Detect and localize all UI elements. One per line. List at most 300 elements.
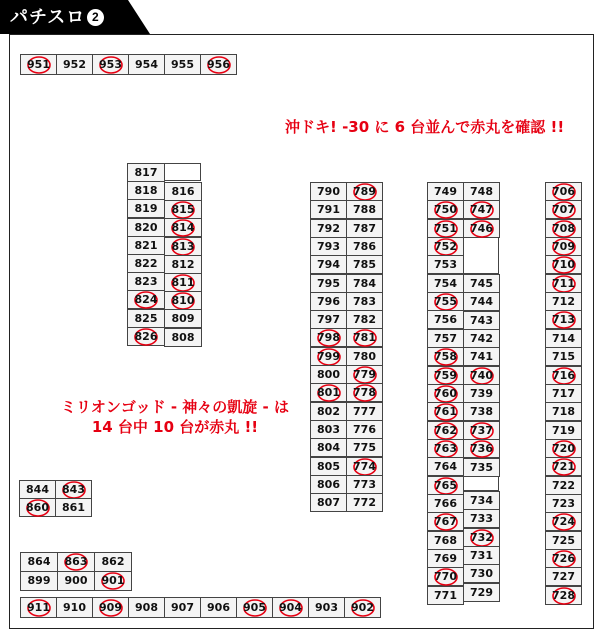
machine-771 xyxy=(427,586,464,605)
machine-number: 774 xyxy=(353,460,376,473)
machine-number: 810 xyxy=(171,294,195,307)
machine-803 xyxy=(310,420,347,439)
machine-775 xyxy=(346,438,383,457)
machine-766 xyxy=(427,494,464,513)
machine-number: 798 xyxy=(317,331,340,344)
machine-number: 764 xyxy=(434,460,457,473)
machine-number: 772 xyxy=(353,496,376,509)
machine-number: 770 xyxy=(434,570,457,583)
machine-737 xyxy=(463,421,500,440)
machine-number: 824 xyxy=(134,293,158,306)
machine-910 xyxy=(56,597,93,618)
machine-number: 775 xyxy=(353,441,376,454)
machine-745 xyxy=(463,274,500,293)
machine-820 xyxy=(127,218,165,237)
machine-number: 769 xyxy=(434,552,457,565)
machine-805 xyxy=(310,457,347,476)
machine-number: 718 xyxy=(552,405,575,418)
machine-number: 768 xyxy=(434,534,457,547)
machine-706 xyxy=(545,182,582,201)
machine-number: 758 xyxy=(434,350,457,363)
machine-765 xyxy=(427,476,464,495)
machine-number: 825 xyxy=(134,312,158,325)
machine-792 xyxy=(310,219,347,238)
machine-number: 799 xyxy=(317,350,340,363)
machine-758 xyxy=(427,347,464,366)
machine-number: 713 xyxy=(552,313,575,326)
machine-number: 801 xyxy=(317,386,340,399)
machine-number: 753 xyxy=(434,258,457,271)
machine-796 xyxy=(310,292,347,311)
machine-number: 790 xyxy=(317,185,340,198)
machine-number: 740 xyxy=(470,369,493,382)
machine-806 xyxy=(310,475,347,494)
machine-number: 708 xyxy=(552,222,575,235)
machine-number: 952 xyxy=(63,58,86,71)
machine-755 xyxy=(427,292,464,311)
machine-number: 757 xyxy=(434,332,457,345)
machine-number: 716 xyxy=(552,369,575,382)
machine-number: 902 xyxy=(351,601,374,614)
machine-number: 779 xyxy=(353,368,376,381)
machine-number: 741 xyxy=(470,350,493,363)
header-number-badge: 2 xyxy=(87,9,104,26)
machine-843 xyxy=(55,480,92,499)
machine-730 xyxy=(463,564,500,583)
machine-782 xyxy=(346,310,383,329)
header-title xyxy=(10,6,104,28)
machine-811 xyxy=(164,273,202,292)
machine-735 xyxy=(463,458,500,477)
machine-899 xyxy=(20,571,58,591)
machine-773 xyxy=(346,475,383,494)
machine-741 xyxy=(463,347,500,366)
machine-number: 722 xyxy=(552,479,575,492)
machine-713 xyxy=(545,310,582,329)
machine-number: 791 xyxy=(317,203,340,216)
machine-908 xyxy=(128,597,165,618)
machine-number: 777 xyxy=(353,405,376,418)
machine-794 xyxy=(310,255,347,274)
machine-number: 738 xyxy=(470,405,493,418)
machine-900 xyxy=(57,571,95,591)
machine-815 xyxy=(164,200,202,219)
machine-756 xyxy=(427,310,464,329)
machine-number: 715 xyxy=(552,350,575,363)
machine-number: 788 xyxy=(353,203,376,216)
machine-number: 844 xyxy=(26,483,49,496)
machine-number: 786 xyxy=(353,240,376,253)
machine-number: 773 xyxy=(353,478,376,491)
machine-708 xyxy=(545,219,582,238)
machine-799 xyxy=(310,347,347,366)
machine-number: 909 xyxy=(99,601,122,614)
machine-number: 746 xyxy=(470,222,493,235)
machine-786 xyxy=(346,237,383,256)
machine-728 xyxy=(545,586,582,605)
machine-number: 817 xyxy=(134,166,158,179)
machine-number: 783 xyxy=(353,295,376,308)
machine-number: 763 xyxy=(434,442,457,455)
machine-824 xyxy=(127,290,165,309)
machine-number: 755 xyxy=(434,295,457,308)
machine-number: 745 xyxy=(470,277,493,290)
machine-number: 730 xyxy=(470,567,493,580)
machine-955 xyxy=(164,54,201,75)
machine-number: 794 xyxy=(317,258,340,271)
machine-747 xyxy=(463,200,500,219)
machine-number: 785 xyxy=(353,258,376,271)
machine-785 xyxy=(346,255,383,274)
machine-752 xyxy=(427,237,464,256)
machine-number: 813 xyxy=(171,240,195,253)
machine-720 xyxy=(545,439,582,458)
machine-760 xyxy=(427,384,464,403)
machine-729 xyxy=(463,583,500,602)
machine-795 xyxy=(310,274,347,293)
machine-number: 819 xyxy=(134,202,158,215)
machine-number: 796 xyxy=(317,295,340,308)
machine-number: 765 xyxy=(434,479,457,492)
machine-783 xyxy=(346,292,383,311)
machine-860 xyxy=(19,498,56,517)
machine-749 xyxy=(427,182,464,201)
machine-812 xyxy=(164,255,202,274)
machine-number: 823 xyxy=(134,275,158,288)
machine-number: 814 xyxy=(171,221,195,234)
machine-number: 861 xyxy=(62,501,85,514)
machine-number: 808 xyxy=(171,331,195,344)
machine-808 xyxy=(164,328,202,347)
machine-number: 804 xyxy=(317,441,340,454)
machine-number: 733 xyxy=(470,512,493,525)
machine-721 xyxy=(545,457,582,476)
machine-number: 781 xyxy=(353,331,376,344)
machine-number: 766 xyxy=(434,497,457,510)
machine-863 xyxy=(57,552,95,572)
machine-748 xyxy=(463,182,500,201)
machine-862 xyxy=(94,552,132,572)
machine-807 xyxy=(310,493,347,512)
machine-number: 737 xyxy=(470,424,493,437)
machine-823 xyxy=(127,272,165,291)
machine-787 xyxy=(346,219,383,238)
machine-number: 748 xyxy=(470,185,493,198)
machine-number: 901 xyxy=(101,574,125,587)
machine-number: 751 xyxy=(434,222,457,235)
machine-number: 754 xyxy=(434,277,457,290)
machine-788 xyxy=(346,200,383,219)
machine-791 xyxy=(310,200,347,219)
machine-907 xyxy=(164,597,201,618)
machine-number: 910 xyxy=(63,601,86,614)
machine-number: 780 xyxy=(353,350,376,363)
machine-number: 744 xyxy=(470,295,493,308)
machine-number: 826 xyxy=(134,330,158,343)
machine-764 xyxy=(427,457,464,476)
machine-number: 822 xyxy=(134,257,158,270)
machine-number: 712 xyxy=(552,295,575,308)
machine-911 xyxy=(20,597,57,618)
machine-number: 802 xyxy=(317,405,340,418)
machine-number: 724 xyxy=(552,515,575,528)
machine-number: 800 xyxy=(317,368,340,381)
machine-number: 863 xyxy=(64,555,88,568)
machine-number: 707 xyxy=(552,203,575,216)
machine-number: 951 xyxy=(27,58,50,71)
milliongod-notice-line1: ミリオンゴッド - 神々の凱旋 - は xyxy=(61,398,289,416)
machine-822 xyxy=(127,254,165,273)
machine-731 xyxy=(463,546,500,565)
machine-number: 803 xyxy=(317,423,340,436)
machine-number: 735 xyxy=(470,461,493,474)
machine-813 xyxy=(164,237,202,256)
machine-800 xyxy=(310,365,347,384)
machine-753 xyxy=(427,255,464,274)
machine-number: 782 xyxy=(353,313,376,326)
machine-number: 806 xyxy=(317,478,340,491)
machine-number: 743 xyxy=(470,314,493,327)
machine-825 xyxy=(127,309,165,328)
okidoki-notice: 沖ドキ! -30 に 6 台並んで赤丸を確認 !! xyxy=(285,118,565,136)
machine-number: 710 xyxy=(552,258,575,271)
machine-767 xyxy=(427,512,464,531)
machine-number: 776 xyxy=(353,423,376,436)
machine-952 xyxy=(56,54,93,75)
machine-number: 734 xyxy=(470,494,493,507)
machine-number: 742 xyxy=(470,332,493,345)
machine-901 xyxy=(94,571,132,591)
machine-number: 905 xyxy=(243,601,266,614)
milliongod-notice xyxy=(40,397,310,437)
machine-904 xyxy=(272,597,309,618)
machine-number: 736 xyxy=(470,442,493,455)
machine-number: 955 xyxy=(171,58,194,71)
machine-740 xyxy=(463,366,500,385)
machine-number: 805 xyxy=(317,460,340,473)
machine-number: 899 xyxy=(27,574,51,587)
machine-784 xyxy=(346,274,383,293)
machine-number: 756 xyxy=(434,313,457,326)
machine-number: 732 xyxy=(470,531,493,544)
machine-903 xyxy=(308,597,345,618)
machine-789 xyxy=(346,182,383,201)
machine-798 xyxy=(310,328,347,347)
machine-number: 956 xyxy=(207,58,230,71)
machine-number: 815 xyxy=(171,203,195,216)
machine-723 xyxy=(545,494,582,513)
machine-726 xyxy=(545,549,582,568)
machine-number: 809 xyxy=(171,312,195,325)
machine-780 xyxy=(346,347,383,366)
machine-number: 723 xyxy=(552,497,575,510)
machine-754 xyxy=(427,274,464,293)
machine-number: 784 xyxy=(353,277,376,290)
machine-770 xyxy=(427,567,464,586)
machine-732 xyxy=(463,528,500,547)
machine-776 xyxy=(346,420,383,439)
machine-954 xyxy=(128,54,165,75)
machine-790 xyxy=(310,182,347,201)
machine-906 xyxy=(200,597,237,618)
machine-number: 761 xyxy=(434,405,457,418)
machine-number: 719 xyxy=(552,424,575,437)
machine-763 xyxy=(427,439,464,458)
machine-861 xyxy=(55,498,92,517)
machine-number: 731 xyxy=(470,549,493,562)
machine-742 xyxy=(463,329,500,348)
machine-number: 816 xyxy=(171,185,195,198)
machine-number: 811 xyxy=(171,276,195,289)
machine-number: 860 xyxy=(26,501,49,514)
machine-716 xyxy=(545,366,582,385)
machine-number: 911 xyxy=(27,601,50,614)
machine-number: 749 xyxy=(434,185,457,198)
machine-719 xyxy=(545,421,582,440)
machine-772 xyxy=(346,493,383,512)
machine-739 xyxy=(463,384,500,403)
machine-number: 906 xyxy=(207,601,230,614)
machine-number: 720 xyxy=(552,442,575,455)
machine-751 xyxy=(427,219,464,238)
machine-727 xyxy=(545,567,582,586)
machine-number: 726 xyxy=(552,552,575,565)
machine-902 xyxy=(344,597,381,618)
machine-number: 820 xyxy=(134,221,158,234)
machine-819 xyxy=(127,199,165,218)
header-title-text: パチスロ xyxy=(10,7,86,27)
machine-717 xyxy=(545,384,582,403)
empty-slot xyxy=(163,163,201,181)
machine-number: 843 xyxy=(62,483,85,496)
machine-number: 953 xyxy=(99,58,122,71)
machine-number: 795 xyxy=(317,277,340,290)
machine-733 xyxy=(463,509,500,528)
machine-826 xyxy=(127,327,165,346)
machine-707 xyxy=(545,200,582,219)
machine-817 xyxy=(127,163,165,182)
machine-759 xyxy=(427,366,464,385)
machine-718 xyxy=(545,402,582,421)
machine-number: 709 xyxy=(552,240,575,253)
machine-724 xyxy=(545,512,582,531)
machine-number: 727 xyxy=(552,570,575,583)
machine-909 xyxy=(92,597,129,618)
machine-number: 729 xyxy=(470,586,493,599)
machine-712 xyxy=(545,292,582,311)
machine-number: 717 xyxy=(552,387,575,400)
machine-number: 792 xyxy=(317,222,340,235)
machine-750 xyxy=(427,200,464,219)
machine-number: 728 xyxy=(552,589,575,602)
machine-777 xyxy=(346,402,383,421)
machine-number: 747 xyxy=(470,203,493,216)
machine-number: 904 xyxy=(279,601,302,614)
machine-762 xyxy=(427,421,464,440)
machine-734 xyxy=(463,491,500,510)
machine-746 xyxy=(463,219,500,238)
machine-715 xyxy=(545,347,582,366)
machine-number: 787 xyxy=(353,222,376,235)
machine-809 xyxy=(164,309,202,328)
machine-number: 797 xyxy=(317,313,340,326)
milliongod-notice-line2: 14 台中 10 台が赤丸 !! xyxy=(91,418,259,436)
machine-761 xyxy=(427,402,464,421)
machine-number: 862 xyxy=(101,555,125,568)
machine-738 xyxy=(463,402,500,421)
machine-number: 721 xyxy=(552,460,575,473)
machine-709 xyxy=(545,237,582,256)
machine-951 xyxy=(20,54,57,75)
machine-722 xyxy=(545,476,582,495)
machine-711 xyxy=(545,274,582,293)
machine-number: 725 xyxy=(552,534,575,547)
machine-number: 771 xyxy=(434,589,457,602)
machine-number: 954 xyxy=(135,58,158,71)
machine-768 xyxy=(427,531,464,550)
machine-number: 706 xyxy=(552,185,575,198)
machine-number: 752 xyxy=(434,240,457,253)
machine-number: 714 xyxy=(552,332,575,345)
machine-736 xyxy=(463,439,500,458)
machine-number: 711 xyxy=(552,277,575,290)
machine-number: 807 xyxy=(317,496,340,509)
machine-818 xyxy=(127,181,165,200)
machine-number: 750 xyxy=(434,203,457,216)
machine-864 xyxy=(20,552,58,572)
machine-778 xyxy=(346,383,383,402)
machine-844 xyxy=(19,480,56,499)
machine-905 xyxy=(236,597,273,618)
machine-816 xyxy=(164,182,202,201)
machine-802 xyxy=(310,402,347,421)
machine-number: 762 xyxy=(434,424,457,437)
machine-number: 864 xyxy=(27,555,51,568)
machine-781 xyxy=(346,328,383,347)
empty-slot xyxy=(463,237,499,274)
machine-714 xyxy=(545,329,582,348)
machine-774 xyxy=(346,457,383,476)
machine-number: 767 xyxy=(434,515,457,528)
machine-769 xyxy=(427,549,464,568)
machine-number: 818 xyxy=(134,184,158,197)
machine-779 xyxy=(346,365,383,384)
machine-number: 812 xyxy=(171,258,195,271)
machine-956 xyxy=(200,54,237,75)
machine-number: 793 xyxy=(317,240,340,253)
machine-797 xyxy=(310,310,347,329)
machine-757 xyxy=(427,329,464,348)
machine-744 xyxy=(463,292,500,311)
machine-number: 821 xyxy=(134,239,158,252)
machine-number: 908 xyxy=(135,601,158,614)
machine-number: 778 xyxy=(353,386,376,399)
machine-number: 759 xyxy=(434,369,457,382)
machine-725 xyxy=(545,531,582,550)
machine-number: 903 xyxy=(315,601,338,614)
machine-821 xyxy=(127,236,165,255)
machine-number: 907 xyxy=(171,601,194,614)
machine-number: 789 xyxy=(353,185,376,198)
machine-number: 739 xyxy=(470,387,493,400)
machine-743 xyxy=(463,311,500,330)
machine-number: 760 xyxy=(434,387,457,400)
machine-804 xyxy=(310,438,347,457)
machine-953 xyxy=(92,54,129,75)
machine-number: 900 xyxy=(64,574,88,587)
machine-810 xyxy=(164,291,202,310)
machine-814 xyxy=(164,218,202,237)
